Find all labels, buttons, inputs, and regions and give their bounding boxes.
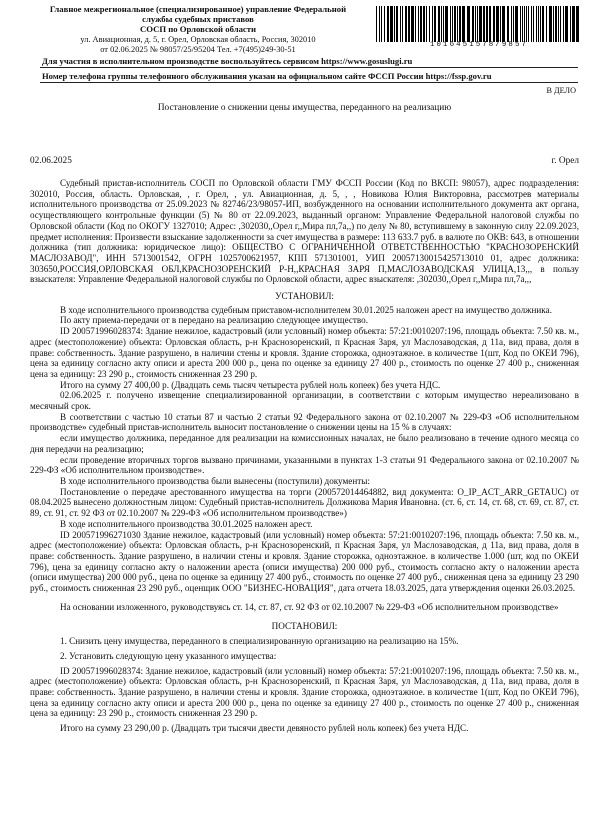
paragraph: На основании изложенного, руководствуясь ст. 14, ст. 87, ст. 92 ФЗ от 02.10.2007 № 229-ФЗ «Об исполнительном производстве» — [60, 601, 559, 612]
barcode-bar — [418, 6, 419, 42]
barcode-bar — [394, 6, 395, 42]
barcode-bar — [515, 6, 518, 42]
barcode-bar — [432, 6, 433, 42]
barcode-bar — [405, 6, 407, 42]
barcode-bar — [507, 6, 509, 42]
barcode-bar — [549, 6, 552, 42]
barcode-bar — [429, 6, 430, 42]
v-delo-mark: В ДЕЛО — [546, 86, 576, 95]
barcode-bar — [513, 6, 514, 42]
barcode-bar — [558, 6, 559, 42]
barcode-bar — [511, 6, 512, 42]
barcode-bar — [489, 6, 491, 42]
barcode-bar — [533, 6, 534, 42]
barcode-bar — [450, 6, 451, 42]
document-date: 02.06.2025 — [30, 156, 72, 166]
paragraph: 02.06.2025 г. получено извещение специализированной организации, в соответствии с которым имущество нереализовано в месячный срок. — [30, 390, 579, 412]
barcode-bar — [553, 6, 554, 42]
paragraph: По акту приема-передачи от в передано на реализацию следующее имущество. — [60, 315, 368, 326]
barcode-bar — [542, 6, 544, 42]
phone-notice: Номер телефона группы телефонного обслуживания указан на официальном сайте ФССП России https://fssp.gov.ru — [42, 71, 492, 81]
barcode-bar — [520, 6, 521, 42]
barcode-number: 1016451578/9857 — [429, 41, 529, 49]
barcode-bar — [390, 6, 393, 42]
barcode-bar — [502, 6, 505, 42]
barcode-bar — [555, 6, 557, 42]
barcode-bar — [524, 6, 525, 42]
org-line-2: службы судебных приставов — [142, 14, 254, 25]
heading-ustanovil: УСТАНОВИЛ: — [275, 291, 334, 302]
barcode-bar — [496, 6, 499, 42]
barcode-bar — [452, 6, 453, 42]
barcode-bar — [434, 6, 436, 42]
barcode-bar — [536, 6, 537, 42]
barcode-bar — [384, 6, 385, 42]
barcode-bar — [493, 6, 495, 42]
intro-paragraph: Судебный пристав-исполнитель СОСП по Орловской области ГМУ ФССП России (Код по ВКСП: 98057), адрес подразделения: 302010, Россия, область. Орловская, , г. Орел, , ул. Авиационная, д. 5, , , Новикова Юлия Викторовна, рассмотрев материалы исполнительного производства от 25.09.2023 № 82746/23/98057-ИП, возбужденного на основании исполнительного документа акт органа, осуществляющего контрольные функции (5) № 80 от 22.09.2023, выданный органом: Управление Федеральной налоговой службы по Орловской области (Код по ОКОГУ 1327010; Адрес: ,302030,,Орел г,,Мира пл,7а,,) по делу № 80, вступившему в законную силу 22.09.2023, предмет исполнения: Произвести взыскание задолженности за счет имущества в размере: 113 633.7 руб. в валюте по ОКВ: 643, в отношении должника (тип должника: юридическое лицо): ОБЩЕСТВО С ОГРАНИЧЕННОЙ ОТВЕТСТВЕННОСТЬЮ "КРАСНОЗОРЕНСКИЙ МАСЛОЗАВОД", ИНН 5713001542, ОГРН 1025700621957, КПП 571301001, УИП 20057130015425713010 01, адрес должника: 303650,РОССИЯ,ОРЛОВСКАЯ ОБЛ,КРАСНОЗОРЕНСКИЙ Р-Н,,КРАСНАЯ ЗАРЯ П,МАСЛОЗАВОДСКАЯ УЛИЦА,13,,, в пользу взыскателя: Управление Федеральной налоговой службы по Орловской области, адрес взыскателя: ,302030,,Орел г,,Мира пл,7а,,, — [30, 178, 579, 285]
barcode-bar — [560, 6, 561, 42]
org-line-1: Главное межрегиональное (специализированное) управление Федеральной — [49, 4, 347, 14]
barcode-bar — [531, 6, 532, 42]
paragraph: В ходе исполнительного производства 30.01.2025 наложен арест. — [60, 518, 313, 529]
barcode-bar — [538, 6, 539, 42]
barcode-bar — [402, 6, 403, 42]
document-body — [30, 178, 579, 734]
issuer-header — [28, 4, 368, 55]
org-address: ул. Авиационная, д. 5, г. Орел, Орловская область, Россия, 302010 — [80, 34, 316, 44]
barcode-bar — [540, 6, 541, 42]
heading-postanovil: ПОСТАНОВИЛ: — [271, 621, 338, 632]
property-item: ID 200571996271030 Здание нежилое, кадастровый (или условный) номер объекта: 57:21:0010207:196, площадь объекта: 7.50 кв. м., адрес (местоположение) объекта: Орловская область, р-н Краснозоренский, п Красная Заря, ул Маслозаводская, д 11а, вид права, доля в праве: собственность. Здание разрушено, в наличии стены и кровля. Здание сторожка, одноэтажное. в количестве 1.000 (шт, код по ОКЕИ 796), цена за единицу согласно акту о наложении ареста (описи имущества) 200 000 руб., стоимость согласно акту о наложении ареста (описи имущества) 200 000 руб., цена по оценке за единицу 27 400 руб., стоимость по оценке 27 400 руб., сниженная цена за единицу 23 290 руб., стоимость сниженная 23 290 руб., оценщик ООО "БИЗНЕС-НОВАЦИЯ", дата отчета 18.03.2025, дата утверждения оценки 26.03.2025. — [30, 529, 579, 594]
barcode-bar — [486, 6, 488, 42]
resolution-item: 1. Снизить цену имущества, переданного в специализированную организацию на реализацию на 15%. — [60, 636, 459, 647]
barcode-bar — [475, 6, 476, 42]
barcode-bar — [376, 6, 377, 42]
barcode-bar — [441, 6, 442, 42]
gosuslugi-notice: Для участия в исполнительном производстве воспользуйтесь сервисом https://www.gosuslugi.ru — [42, 56, 413, 66]
barcode-bar — [570, 6, 571, 42]
barcode-bar — [379, 6, 380, 42]
paragraph: Итого на сумму 27 400,00 р. (Двадцать семь тысяч четыреста рублей ноль копеек) без учета НДС. — [60, 379, 441, 390]
barcode-bar — [565, 6, 568, 42]
barcode-bar — [477, 6, 478, 42]
property-item: ID 200571996028374: Здание нежилое, кадастровый (или условный) номер объекта: 57:21:0010207:196, площадь объекта: 7.50 кв. м., адрес (местоположение) объекта: Орловская область, р-н Краснозоренский, п Красная Заря, ул Маслозаводская, д 11а, вид права, доля в праве: собственность. Здание разрушено, в наличии стены и кровля. Здание сторожка, одноэтажное. в количестве 1(шт, Код по ОКЕИ 796), цена за единицу согласно акту описи и ареста 200 000 р., цена по оценке за единицу 27 400 р., стоимость по оценке 27 400 р., сниженная цена за единицу: 23 290 р., стоимость сниженная 23 290 р. — [30, 665, 579, 719]
barcode-bar — [467, 6, 470, 42]
barcode-bar — [423, 6, 425, 42]
barcode-bar — [415, 6, 416, 42]
barcode-bar — [396, 6, 398, 42]
barcode-bar — [479, 6, 482, 42]
barcode-bar — [546, 6, 547, 42]
divider — [40, 82, 578, 83]
divider — [40, 67, 578, 68]
barcode-bar — [459, 6, 461, 42]
barcode-bar — [445, 6, 448, 42]
barcode-bar — [420, 6, 422, 42]
barcode-bar — [438, 6, 440, 42]
barcode-bar — [454, 6, 456, 42]
resolution-item: 2. Установить следующую цену указанного имущества: — [60, 650, 277, 661]
barcode-bar — [522, 6, 523, 42]
barcode-bar — [483, 6, 485, 42]
barcode-bar — [576, 6, 579, 42]
document-city: г. Орел — [551, 156, 579, 166]
barcode-bar — [426, 6, 427, 42]
barcode-bar — [411, 6, 414, 42]
resolution-item: Итого на сумму 23 290,00 р. (Двадцать три тысячи двести девяносто рублей ноль копеек) без учета НДС. — [60, 723, 469, 734]
barcode-bar — [526, 6, 527, 42]
barcode-bar — [400, 6, 401, 42]
document-meta: от 02.06.2025 № 98057/25/95204 Тел. +7(495)249-30-51 — [100, 44, 296, 54]
paragraph: В ходе исполнительного производства были вынесены (поступили) документы: — [60, 475, 370, 486]
paragraph: если проведение вторичных торгов вызвано причинами, указанными в пунктах 1-3 статьи 91 Федерального закона от 02.10.2007 № 229-ФЗ «Об исполнительном производстве». — [30, 454, 579, 476]
barcode-bar — [443, 6, 444, 42]
barcode-bar — [528, 6, 529, 42]
barcode-bar — [408, 6, 410, 42]
barcode-bar — [500, 6, 501, 42]
paragraph: В соответствии с частью 10 статьи 87 и частью 2 статьи 92 Федерального закона от 02.10.2007 № 229-ФЗ «Об исполнительном производстве» судебный пристав-исполнитель выносит постановление о снижении цены на 15 % в случаях: — [30, 411, 579, 433]
barcode-bar — [572, 6, 575, 42]
document-title: Постановление о снижении цены имущества, переданного на реализацию — [157, 103, 452, 113]
barcode-bar — [472, 6, 474, 42]
paragraph: Постановление о передаче арестованного имущества на торги (200572014464882, вид документа: O_IP_ACT_ARR_GETAUC) от 08.04.2025 вынесено должностным лицом: Судебный пристав-исполнитель Должикова Мария Ивановна. (ст. 6, ст. 14, ст. 68, ст. 69, ст. 87, ст. 89, ст. 91, ст. 92 ФЗ от 02.10.2007 № 229-ФЗ «Об исполнительном производстве») — [30, 486, 579, 519]
barcode-bar — [457, 6, 458, 42]
barcode-bar — [381, 6, 382, 42]
barcode-bar — [563, 6, 564, 42]
barcode-bar — [387, 6, 389, 42]
org-line-3: СОСП по Орловской области — [139, 24, 257, 35]
barcode — [374, 6, 584, 42]
property-item: ID 200571996028374: Здание нежилое, кадастровый (или условный) номер объекта: 57:21:0010207:196, площадь объекта: 7.50 кв. м., адрес (местоположение) объекта: Орловская область, р-н Краснозоренский, п Красная Заря, ул Маслозаводская, д 11а, вид права, доля в праве: собственность. Здание разрушено, в наличии стены и кровля. Здание сторожка, одноэтажное. в количестве 1(шт, Код по ОКЕИ 796), цена за единицу согласно акту описи и ареста 200 000 р., цена по оценке за единицу 27 400 р., стоимость по оценке 27 400 р., сниженная цена за единицу: 23 290 р., стоимость сниженная 23 290 р. — [30, 326, 579, 379]
paragraph: если имущество должника, переданное для реализации на комиссионных началах, не было реализовано в течение одного месяца со дня передачи на реализацию; — [30, 433, 579, 454]
paragraph: В ходе исполнительного производства судебным приставом-исполнителем 30.01.2025 наложен арест на имущество должника. — [60, 304, 552, 315]
barcode-bar — [462, 6, 465, 42]
